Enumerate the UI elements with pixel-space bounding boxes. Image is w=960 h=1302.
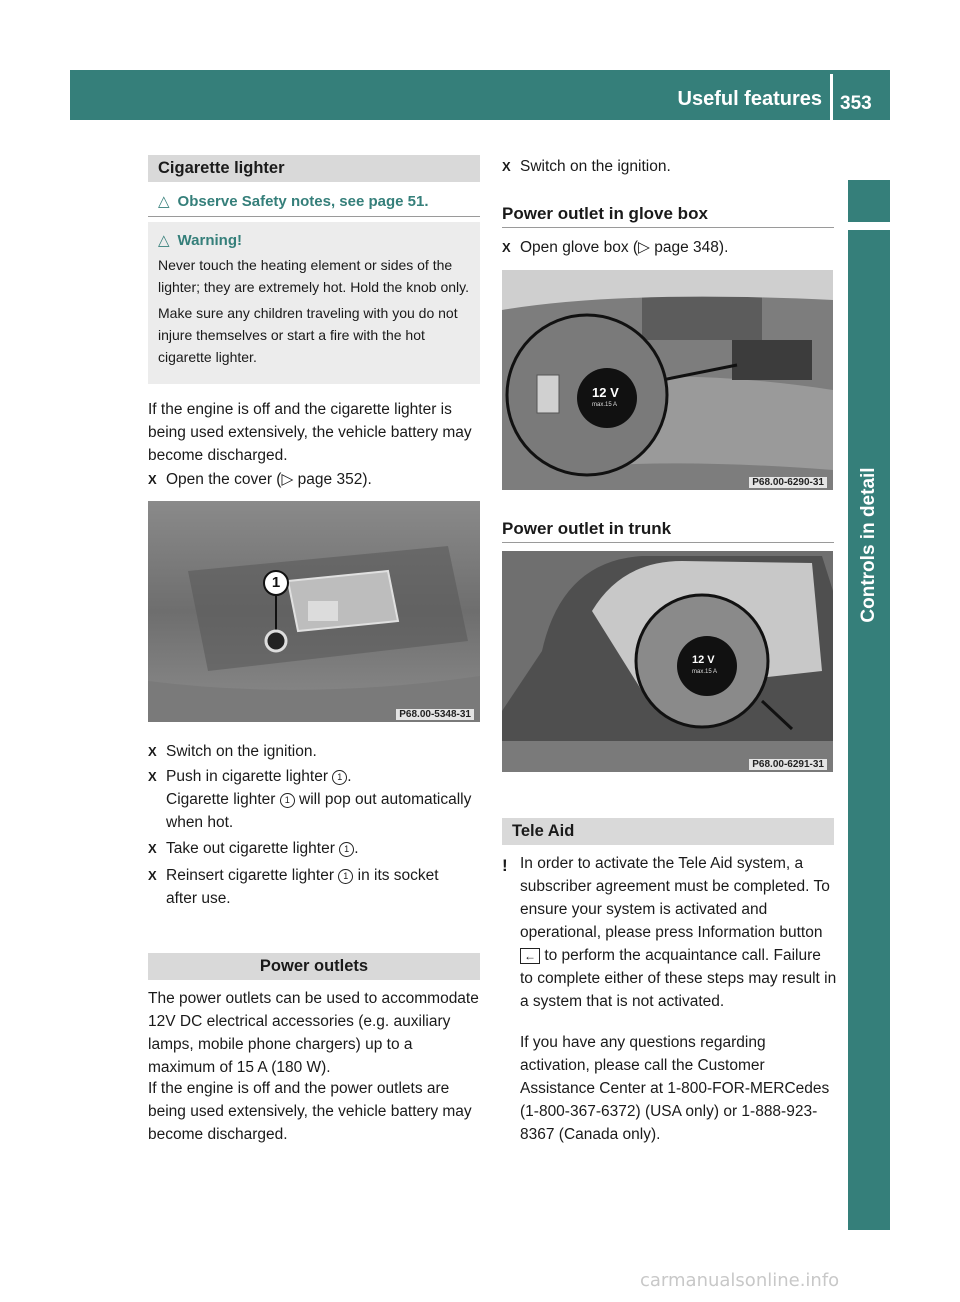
lighter-photo [148,501,480,722]
tele-aid-activation-text: In order to activate the Tele Aid system, a subscriber agreement must be completed. To ensure your system is activated and operational, please press Information button ← to perform the acquaintance call. Failure to complete either of these steps may result in a system that is not activated. [520,855,837,1010]
power-outlets-intro: The power outlets can be used to accommodate 12V DC electrical accessories (e.g. auxiliary lamps, mobile phone chargers) up to a maximum of 15 A (180 W). [148,990,479,1076]
step-reinsert: X Reinsert cigarette lighter 1 in its socket after use. [148,864,470,910]
photo-code: P68.00-6290-31 [749,477,827,488]
divider [148,216,480,217]
safety-note-text: Observe Safety notes, see page 51. [177,193,429,210]
warning-triangle-icon: △ [158,232,170,249]
callout-1-icon: 1 [280,793,295,808]
chapter-label: Controls in detail [858,467,879,623]
information-button-icon: ← [520,948,540,964]
lighter-intro: If the engine is off and the cigarette lighter is being used extensively, the vehicle battery may become discharged. [148,401,472,464]
notice-icon: ! [502,856,508,875]
step-open-glove-box: X Open glove box (▷ page 348). [502,236,834,259]
outlet-sublabel: max.15 A [592,402,618,408]
header-divider [830,74,833,120]
divider [502,542,834,543]
photo-code: P68.00-5348-31 [396,709,474,720]
trunk-heading: Power outlet in trunk [502,519,672,538]
step-push-lighter: X Push in cigarette lighter 1 . Cigarette lighter 1 will pop out automatically when hot. [148,765,480,834]
warning-text-1: Never touch the heating element or sides of the lighter; they are extremely hot. Hold the knob only. [158,257,470,295]
safety-note [148,192,480,210]
warning-triangle-icon: △ [158,193,170,210]
callout-1-icon: 1 [332,770,347,785]
outlet-label: 12 V [692,654,715,666]
glove-box-photo [502,270,833,490]
callout-1-icon: 1 [338,869,353,884]
cigarette-lighter-heading: Cigarette lighter [148,155,480,182]
step-switch-ignition-2: X Switch on the ignition. [502,155,834,178]
outlet-sublabel: max.15 A [692,669,718,675]
callout-1-icon: 1 [339,842,354,857]
step-take-out: X Take out cigarette lighter 1 . [148,837,480,860]
footer-watermark: carmanualsonline.info [640,1270,840,1291]
warning-text-2: Make sure any children traveling with you do not injure themselves or start a fire with the hot cigarette lighter. [158,305,458,365]
warning-box [148,222,480,384]
step-open-cover: X Open the cover (▷ page 352). [148,468,480,491]
sidebar-marker [848,180,890,222]
lighter-illustration [148,501,480,722]
power-outlets-heading: Power outlets [148,953,480,980]
page-number: 353 [840,93,872,114]
warning-title: △ Warning! [158,230,470,252]
photo-code: P68.00-6291-31 [749,759,827,770]
glove-box-illustration [502,270,833,490]
step-switch-ignition: X Switch on the ignition. [148,740,480,763]
trunk-photo [502,551,833,772]
glove-box-heading: Power outlet in glove box [502,204,708,223]
power-outlets-battery-note: If the engine is off and the power outlets are being used extensively, the vehicle battery may become discharged. [148,1080,472,1143]
trunk-illustration [502,551,833,772]
section-title: Useful features [677,88,822,110]
outlet-label: 12 V [592,385,619,400]
divider [502,227,834,228]
tele-aid-heading: Tele Aid [502,818,834,845]
callout-number: 1 [271,574,281,591]
tele-aid-contact-text: If you have any questions regarding activation, please call the Customer Assistance Center at 1-800-FOR-MERCedes (1-800-367-6372) (USA only) or 1-888-923-8367 (Canada only). [520,1034,830,1143]
chapter-tab [848,230,890,1230]
